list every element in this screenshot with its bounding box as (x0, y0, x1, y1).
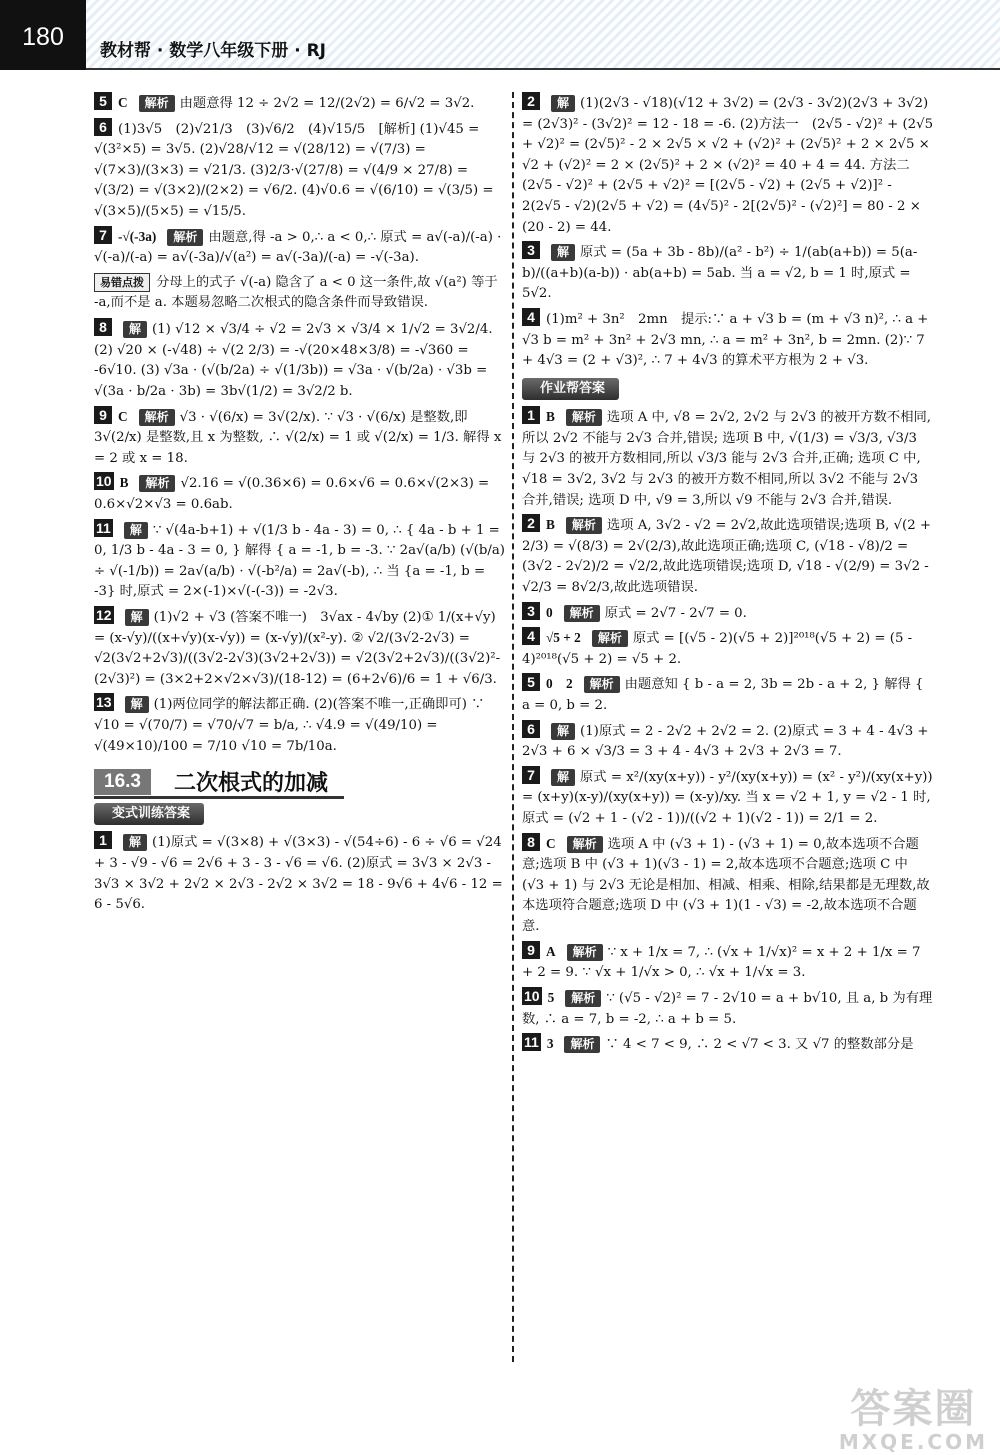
watermark (839, 1388, 988, 1454)
analysis-tag: 解 (551, 244, 575, 261)
analysis-tag: 解析 (565, 990, 601, 1007)
tip-text: 分母上的式子 √(-a) 隐含了 a < 0 这一条件,故 √(a²) 等于 -a,而不是 a. 本题易忽略二次根式的隐含条件而导致错误. (94, 274, 498, 311)
question-number: 3 (522, 241, 540, 259)
right-answers (522, 92, 934, 1056)
analysis-tag: 解析 (139, 95, 175, 112)
question-number: 11 (524, 1034, 539, 1051)
book-title: 教材帮 · 数学八年级下册 · RJ (100, 41, 327, 61)
answer-item (522, 720, 934, 763)
answer-item (522, 406, 934, 511)
analysis-tag: 解 (125, 696, 149, 713)
question-number: 6 (94, 118, 112, 136)
question-number: 9 (94, 406, 112, 424)
analysis-tag: 解 (125, 609, 149, 626)
answer-item (94, 831, 506, 915)
answer-item (522, 987, 934, 1030)
analysis-tag: 解 (123, 321, 147, 338)
answer-item (94, 226, 506, 269)
section-heading (94, 767, 506, 797)
answer-choice: √5 + 2 (546, 630, 581, 646)
answer-item (522, 241, 934, 305)
section-rule (94, 796, 344, 799)
question-number: 10 (96, 473, 112, 490)
analysis-tag: 解析 (566, 517, 602, 534)
section-number: 16.3 (94, 769, 151, 795)
answer-choice: A (546, 943, 556, 959)
question-number: 9 (522, 941, 540, 959)
watermark-mark: 答案圈 (850, 1386, 977, 1432)
question-number: 4 (522, 308, 540, 326)
answer-text: 原式 = 2√7 - 2√7 = 0. (604, 605, 747, 621)
answer-item (522, 92, 934, 238)
question-number: 6 (522, 720, 540, 738)
page-number: 180 (0, 0, 86, 70)
answer-text: ∵ (√5 - √2)² = 7 - 2√10 = a + b√10, 且 a, b 为有理数, ∴ a = 7, b = -2, ∴ a + b = 5. (522, 990, 933, 1027)
analysis-tag: 解析 (139, 475, 175, 492)
question-number: 5 (522, 673, 540, 691)
answer-item (94, 406, 506, 470)
tip-badge: 易错点拨 (94, 273, 150, 292)
answer-text: 由题意知 { b - a = 2, 3b = 2b - a + 2, } 解得 { a = 0, b = 2. (522, 677, 924, 713)
analysis-tag: 解析 (584, 676, 620, 693)
answer-text: ∵ x + 1/x = 7, ∴ (√x + 1/√x)² = x + 2 + 1/x = 7 + 2 = 9. ∵ √x + 1/√x > 0, ∴ √x + 1/√x = 3. (522, 944, 921, 981)
banner-bianshi (94, 803, 506, 825)
answer-choice: 5 (547, 989, 555, 1005)
answer-item (522, 673, 934, 716)
analysis-tag: 解 (123, 834, 147, 851)
answer-text: 原式 = [(√5 - 2)(√5 + 2)]²⁰¹⁸(√5 + 2) = (5 - 4)²⁰¹⁸(√5 + 2) = √5 + 2. (522, 631, 913, 667)
answer-choice: C (118, 95, 128, 110)
answer-item (522, 833, 934, 938)
question-number: 4 (522, 627, 540, 645)
section-title: 二次根式的加减 (174, 771, 329, 797)
analysis-tag: 解析 (592, 630, 628, 647)
answer-item (522, 1033, 934, 1056)
answer-choice: C (118, 408, 128, 424)
left-answers (94, 92, 506, 757)
answer-text: (1)两位同学的解法都正确. (2)(答案不唯一,正确即可) ∵ √10 = √(70/7) = √70/√7 = b/a, ∴ √4.9 = √(49/10) = √(49×10)/100 = 7/10 √10 = 7b/10a. (94, 697, 485, 754)
answer-item (522, 941, 934, 984)
answer-item (94, 118, 506, 223)
question-number: 8 (94, 318, 112, 336)
answer-text: ∵ √(4a-b+1) + √(1/3 b - 4a - 3) = 0, ∴ { 4a - b + 1 = 0, 1/3 b - 4a - 3 = 0, } 解得 { a = -1, b = -3. ∵ 2a√(a/b) (√(b/a) ÷ √(-1/b)) = 2a√(a/b) · √(-b²/a) = 2a√(-b), ∴ 当 {a = -1, b = -3} 时,原式 = 2×(-1)×√(-(-3)) = -2√3. (94, 522, 505, 600)
answer-item (94, 606, 506, 690)
answer-choice: 3 (546, 1036, 554, 1052)
banner-label: 变式训练答案 (94, 803, 204, 825)
answer-item (94, 92, 506, 115)
question-number: 1 (522, 406, 540, 424)
analysis-tag: 解 (551, 769, 575, 786)
question-number: 11 (96, 519, 111, 536)
answer-item (522, 627, 934, 670)
left-after-answers (94, 831, 506, 915)
answer-text: 由题意得 12 ÷ 2√2 = 12/(2√2) = 6/√2 = 3√2. (179, 96, 475, 111)
analysis-tag: 解 (551, 723, 575, 740)
answer-choice: -√(-3a) (118, 228, 157, 244)
question-number: 2 (522, 92, 540, 110)
analysis-tag: 解析 (567, 836, 603, 853)
answer-text: (1)原式 = 2 - 2√2 + 2√2 = 2. (2)原式 = 3 + 4 - 4√3 + 2√3 + 6 × √3/3 = 3 + 4 - 4√3 + 2√3 + 2√3 = 7. (522, 723, 929, 760)
answer-text: 选项 A 中, √8 = 2√2, 2√2 与 2√3 的被开方数不相同,所以 2√2 不能与 2√3 合并,错误; 选项 B 中, √(1/3) = √3/3, √3/3 与 2√3 的被开方数相同,所以 √3/3 能与 2√3 合并,正确; 选项 C 中, √18 = 3√2, 3√2 与 2√3 的被开方数不相同,所以 3√2 不能与 2√3 合并,错误; 选项 D 中, √9 = 3,所以 √9 不能与 2√3 合并,错误. (522, 410, 932, 508)
left-column (94, 92, 506, 919)
analysis-tag: 解析 (564, 605, 600, 622)
answer-item (522, 308, 934, 372)
answer-text: (1) √12 × √3/4 ÷ √2 = 2√3 × √3/4 × 1/√2 = 3√2/4. (2) √20 × (-√48) ÷ √(2 2/3) = -√(20×48×3/8) = -√360 = -6√10. (3) √3a · (√(b/2a) ÷ √(1/3b)) = √3a · √(b/2a) · √3b = √(3a · b/2a · 3b) = 3b√(1/2) = 3√2/2 b. (94, 322, 493, 399)
analysis-tag: 解析 (167, 229, 203, 246)
question-number: 7 (522, 766, 540, 784)
answer-item (94, 519, 506, 603)
answer-text: (1)3√5 (2)√21/3 (3)√6/2 (4)√15/5 [解析] (1)√45 = √(3²×5) = 3√5. (2)√28/√12 = √(28/12) = √(7/3) = √(7×3)/(3×3) = √21/3. (3)2/3·√(27/8) = √(4/9 × 27/8) = √(3/2) = √(3×2)/(2×2) = √6/2. (4)√0.6 = √(6/10) = √(3/5) = √(3×5)/(5×5) = √15/5. (94, 121, 494, 220)
analysis-tag: 解析 (564, 1036, 600, 1053)
answer-text: ∵ 4 < 7 < 9, ∴ 2 < √7 < 3. 又 √7 的整数部分是 (605, 1037, 914, 1053)
answer-item (522, 602, 934, 625)
answer-text: 选项 A 中 (√3 + 1) - (√3 + 1) = 0,故本选项不合题意;选项 B 中 (√3 + 1)(√3 - 1) = 2,故本选项不合题意;选项 C 中 (√3 + 1) 与 2√3 无论是相加、相减、相乘、相除,结果都是无理数,故本选项符合题意;选项 D 中 (√3 + 1)(1 - √3) = -2,故本选项不合题意. (522, 836, 930, 935)
question-number: 7 (94, 226, 112, 244)
analysis-tag: 解析 (139, 409, 175, 426)
answer-item (522, 766, 934, 830)
watermark-site: MXQE.COM (838, 1430, 988, 1454)
question-number: 10 (524, 987, 540, 1004)
tip-note (94, 273, 506, 314)
answer-text: (1)√2 + √3 (答案不唯一) 3√ax - 4√by (2)① 1/(x+√y) = (x-√y)/((x+√y)(x-√y)) = (x-√y)/(x²-y). ② √2/(3√2-2√3) = √2(3√2+2√3)/((3√2-2√3)(3√2+2√3)) = √2(3√2+2√3)/((3√2)²-(2√3)²) = (3×2+2×√2×√3)/(18-12) = (6+2√6)/6 = 1 + √6/3. (94, 610, 501, 687)
question-number: 1 (94, 831, 112, 849)
page-header (0, 0, 1000, 70)
answer-text: 由题意,得 -a > 0,∴ a < 0,∴ 原式 = a√(-a)/(-a) · √(-a)/(-a) = a√(-3a)/√(a²) = a√(-3a)/(-a) = -√(-3a). (94, 229, 502, 266)
analysis-tag: 解 (551, 95, 575, 112)
answer-choice: 0 (546, 604, 553, 620)
analysis-tag: 解 (124, 522, 148, 539)
question-number: 5 (94, 92, 112, 110)
answer-item (94, 318, 506, 402)
answer-text: 选项 A, 3√2 - √2 = 2√2,故此选项错误;选项 B, √(2 + 2/3) = √(8/3) = 2√(2/3),故此选项正确;选项 C, (√18 - √8)/2 = (3√2 - 2√2)/2 = √2/2,故此选项错误;选项 D, √18 - √(2/9) = 3√2 - √2/3 = 8√2/3,故此选项错误. (522, 518, 932, 595)
question-number: 8 (522, 833, 540, 851)
answer-item (94, 693, 506, 757)
answer-item (522, 514, 934, 598)
answer-text: 原式 = x²/(xy(x+y)) - y²/(xy(x+y)) = (x² - y²)/(xy(x+y)) = (x+y)(x-y)/(xy(x+y)) = (x-y)/xy. 当 x = √2 + 1, y = √2 - 1 时,原式 = (√2 + 1 - (√2 - 1))/((√2 + 1)(√2 - 1)) = 2/1 = 2. (522, 769, 933, 827)
analysis-tag: 解析 (567, 944, 603, 961)
answer-text: (1)m² + 3n² 2mn 提示:∵ a + √3 b = (m + √3 n)², ∴ a + √3 b = m² + 3n² + 2√3 mn, ∴ a = m² + 3n², b = 2mn. (2)∵ 7 + 4√3 = (2 + √3)², ∴ 7 + 4√3 的算术平方根为 2 + √3. (522, 312, 929, 369)
question-number: 3 (522, 602, 540, 620)
question-number: 13 (96, 694, 112, 711)
answer-item (94, 472, 506, 515)
column-divider (512, 92, 514, 1362)
question-number: 12 (96, 607, 112, 624)
header-rule (86, 68, 1000, 70)
answer-text: √3 · √(6/x) = 3√(2/x). ∵ √3 · √(6/x) 是整数,即 3√(2/x) 是整数,且 x 为整数, ∴ √(2/x) = 1 或 √(2/x) = 1/3. 解得 x = 2 或 x = 18. (94, 409, 502, 466)
answer-choice: B (546, 409, 555, 425)
answer-choice: B (119, 475, 129, 491)
analysis-tag: 解析 (566, 409, 602, 426)
answer-text: 原式 = (5a + 3b - 8b)/(a² - b²) ÷ 1/(ab(a+b)) = 5(a-b)/((a+b)(a-b)) · ab(a+b) = 5ab. 当 a = √2, b = 1 时,原式 = 5√2. (522, 245, 918, 302)
answer-text: (1)(2√3 - √18)(√12 + 3√2) = (2√3 - 3√2)(2√3 + 3√2) = (2√3)² - (3√2)² = 12 - 18 = -6. (2)方法一 (2√5 - √2)² + (2√5 + √2)² = (2√5)² - 2 × 2√5 × √2 + (√2)² + (2√5)² + 2 × 2√5 × √2 + (√2)² = 2 × (2√5)² + 2 × (√2)² = 40 + 4 = 44. 方法二 (2√5 - √2)² + (2√5 + √2)² = [(2√5 - √2) + (2√5 + √2)]² - 2(2√5 - √2)(2√5 + √2) = (4√5)² - 2[(2√5)² - (√2)²] = 80 - 2 × (20 - 2) = 44. (522, 96, 934, 235)
answer-choice: 0 2 (546, 676, 573, 692)
answer-choice: C (546, 835, 556, 851)
answer-text: √2.16 = √(0.36×6) = 0.6×√6 = 0.6×√(2×3) = 0.6×√2×√3 = 0.6ab. (94, 476, 490, 512)
answer-choice: B (546, 517, 555, 533)
answer-text: (1)原式 = √(3×8) + √(3×3) - √(54÷6) - 6 ÷ √6 = √24 + 3 - √9 - √6 = 2√6 + 3 - 3 - √6 = √6. (2)原式 = 3√3 × 2√3 - 3√3 × 3√2 + 2√2 × 2√3 - 2√2 × 3√2 = 18 - 9√6 + 4√6 - 12 = 6 - 5√6. (94, 835, 503, 913)
right-column (522, 92, 934, 1059)
banner-label: 作业帮答案 (522, 378, 619, 400)
banner-zuoye (522, 378, 934, 400)
question-number: 2 (522, 514, 540, 532)
